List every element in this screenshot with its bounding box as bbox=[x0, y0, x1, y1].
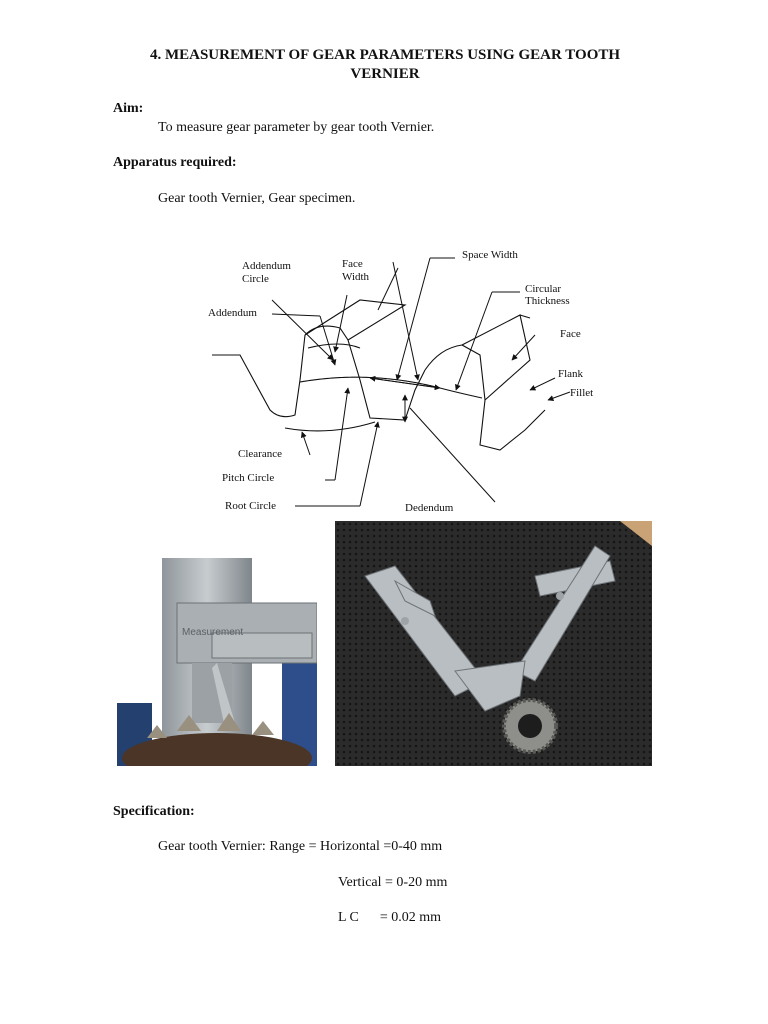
specification-line-1: Gear tooth Vernier: Range = Horizontal =0-40 mm bbox=[158, 839, 443, 854]
specification-line-3: L C = 0.02 mm bbox=[338, 910, 442, 925]
label-dedendum: Dedendum bbox=[405, 502, 454, 514]
label-flank: Flank bbox=[558, 368, 584, 380]
photo-vernier-illustration bbox=[117, 553, 317, 766]
label-addendum-circle-2: Circle bbox=[242, 273, 269, 285]
label-fillet: Fillet bbox=[570, 387, 594, 399]
label-face: Face bbox=[560, 328, 581, 340]
apparatus-text: Gear tooth Vernier, Gear specimen. bbox=[158, 191, 356, 206]
gear-terminology-diagram bbox=[200, 240, 620, 520]
label-addendum-circle-1: Addendum bbox=[242, 260, 291, 272]
photo-vernier-measuring-gear bbox=[117, 553, 317, 766]
specification-line-2: Vertical = 0-20 mm bbox=[338, 875, 448, 890]
label-space-width: Space Width bbox=[462, 249, 518, 261]
aim-heading: Aim: bbox=[113, 101, 144, 116]
label-pitch-circle: Pitch Circle bbox=[222, 472, 275, 484]
title-line-1: 4. MEASUREMENT OF GEAR PARAMETERS USING GEAR TOOTH bbox=[149, 47, 621, 63]
specification-heading: Specification: bbox=[113, 804, 195, 819]
document-title bbox=[130, 46, 640, 84]
label-clearance: Clearance bbox=[238, 448, 282, 460]
photo-gear-tooth-vernier bbox=[335, 521, 652, 766]
label-face-width-2: Width bbox=[342, 271, 370, 283]
label-circular-thickness-1: Circular bbox=[525, 283, 562, 295]
label-root-circle: Root Circle bbox=[225, 500, 277, 512]
aim-text: To measure gear parameter by gear tooth Vernier. bbox=[158, 120, 435, 135]
label-face-width-1: Face bbox=[342, 258, 363, 270]
photo-brand-text: Measurement bbox=[182, 627, 244, 638]
label-addendum: Addendum bbox=[208, 307, 257, 319]
apparatus-heading: Apparatus required: bbox=[113, 155, 237, 170]
photo-gear-tooth-vernier-illustration bbox=[335, 521, 652, 766]
label-circular-thickness-2: Thickness bbox=[525, 295, 570, 307]
title-line-2: VERNIER bbox=[350, 66, 420, 82]
gear-outline bbox=[212, 300, 545, 450]
